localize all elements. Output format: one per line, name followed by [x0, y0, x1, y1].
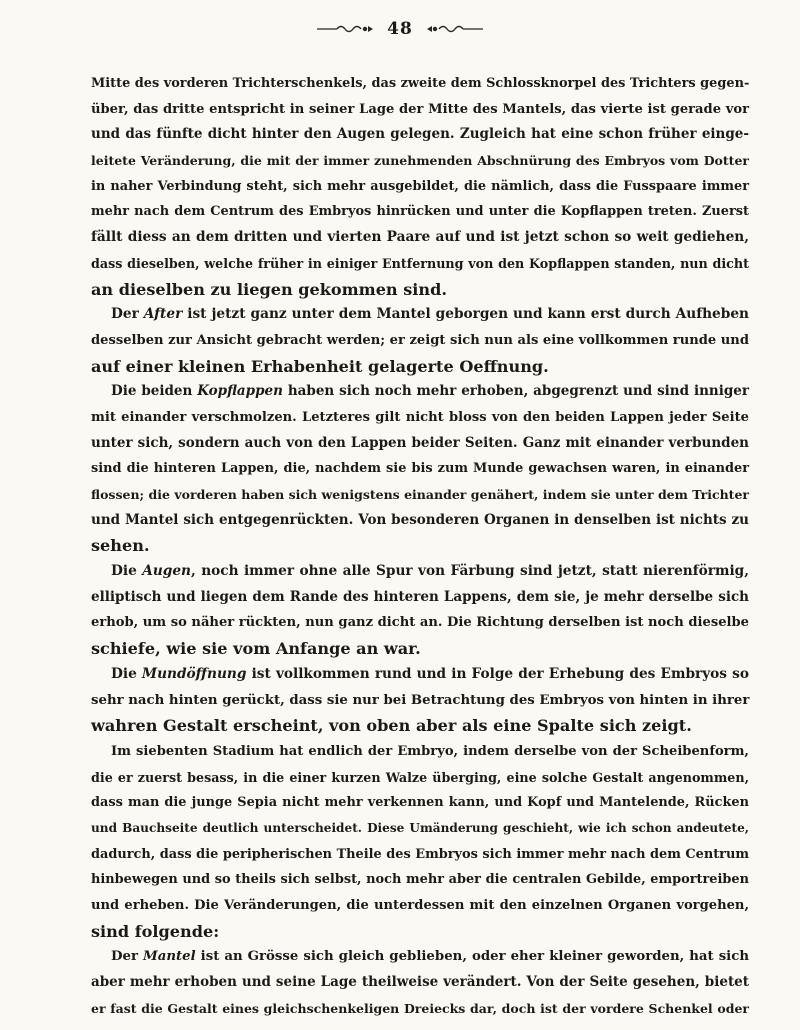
emphasized-term: Augen [142, 563, 192, 580]
text-line [91, 996, 749, 1022]
text-line [91, 636, 749, 662]
text-segment: schiefe, wie sie vom Anfange an war. [91, 639, 421, 659]
text-line [91, 71, 749, 97]
emphasized-term: Mantel [143, 949, 196, 965]
text-segment: und erheben. Die Veränderungen, die unterdessen mit den einzelnen Organen vorgehen, [91, 898, 749, 913]
text-segment: flossen; die vorderen haben sich wenigstens einander genähert, indem sie unter dem Trichter [91, 487, 749, 502]
text-line [91, 148, 749, 174]
text-segment: er fast die Gestalt eines gleichschenkeligen Dreiecks dar, doch ist der vordere Schenkel oder [91, 1000, 749, 1016]
text-line [91, 225, 749, 251]
text-line [91, 456, 749, 482]
emphasized-term: Kopflappen [197, 383, 283, 400]
text-segment: , noch immer ohne alle Spur von Färbung sind jetzt, statt nierenförmig, [191, 563, 750, 580]
text-line [91, 739, 749, 765]
text-segment: ist vollkommen rund und in Folge der Erhebung des Embryos so [246, 665, 749, 682]
text-line [91, 122, 749, 148]
text-segment: sehr nach hinten gerückt, dass sie nur bei Betrachtung des Embryos von hinten in ihrer [91, 692, 750, 708]
text-segment: ist jetzt ganz unter dem Mantel geborgen und kann erst durch Aufheben [182, 306, 749, 323]
text-segment: fällt diess an dem dritten und vierten Paare auf und ist jetzt schon so weit gediehen, [91, 229, 749, 246]
text-segment: dass dieselben, welche früher in einiger Entfernung von den Kopflappen standen, nun dicht [91, 255, 749, 271]
text-segment: die er zuerst besass, in die einer kurzen Walze überging, eine solche Gestalt angenommen, [91, 769, 749, 785]
text-line [91, 688, 749, 714]
text-segment: auf einer kleinen Erhabenheit gelagerte Oeffnung. [91, 356, 549, 376]
text-segment: sehen. [91, 536, 150, 556]
text-segment: und das fünfte dicht hinter den Augen gelegen. Zugleich hat eine schon früher einge- [91, 126, 749, 143]
text-line [91, 533, 749, 559]
text-line [91, 302, 749, 328]
text-line [91, 174, 749, 200]
text-segment: Der [111, 306, 144, 323]
text-segment: erhob, um so näher rückten, nun ganz dicht an. Die Richtung derselben ist noch dieselbe [91, 615, 749, 631]
text-line [91, 559, 749, 585]
text-segment: leitete Veränderung, die mit der immer zunehmenden Abschnürung des Embryos vom Dotter [91, 153, 749, 169]
text-line [91, 379, 749, 405]
text-line [91, 97, 749, 123]
text-segment: sind folgende: [91, 921, 220, 941]
text-segment: sind die hinteren Lappen, die, nachdem sie bis zum Munde gewachsen waren, in einander [91, 461, 749, 477]
text-line [91, 842, 749, 868]
text-line [91, 199, 749, 225]
text-segment: unter sich, sondern auch von den Lappen beider Seiten. Ganz mit einander verbunden [91, 434, 749, 451]
text-line [91, 944, 749, 970]
right-ornament-icon [425, 23, 483, 35]
text-segment: elliptisch und liegen dem Rande des hinteren Lappens, dem sie, je mehr derselbe sich [91, 588, 749, 605]
text-line [91, 508, 749, 534]
text-line [91, 431, 749, 457]
emphasized-term: Mundöffnung [141, 665, 247, 682]
text-line [91, 585, 749, 611]
left-ornament-icon [317, 23, 375, 35]
text-line [91, 662, 749, 688]
text-segment: Die [111, 563, 143, 580]
text-line [91, 277, 749, 303]
text-segment: haben sich noch mehr erhoben, abgegrenzt und sind inniger [282, 383, 749, 400]
text-segment: über, das dritte entspricht in seiner Lage der Mitte des Mantels, das vierte ist gerade vor [91, 101, 749, 117]
emphasized-term: After [143, 306, 183, 323]
text-line [91, 354, 749, 380]
text-segment: dass man die junge Sepia nicht mehr verkennen kann, und Kopf und Mantelende, Rücken [91, 795, 749, 811]
text-line [91, 867, 749, 893]
text-segment: dadurch, dass die peripherischen Theile des Embryos sich immer mehr nach dem Centrum [91, 846, 749, 862]
text-line [91, 482, 749, 508]
text-segment: in naher Verbindung steht, sich mehr ausgebildet, die nämlich, dass die Fusspaare immer [91, 178, 749, 194]
text-segment: Die [111, 665, 142, 682]
text-segment: desselben zur Ansicht gebracht werden; er zeigt sich nun als eine vollkommen runde und [91, 332, 749, 348]
text-segment: und Bauchseite deutlich unterscheidet. Diese Umänderung geschieht, wie ich schon andeutete, [91, 820, 749, 835]
text-segment: Mitte des vorderen Trichterschenkels, das zweite dem Schlossknorpel des Trichters gegen- [91, 76, 750, 91]
text-line [91, 893, 749, 919]
page-number: 48 [387, 19, 413, 39]
body-text [91, 71, 749, 1021]
text-segment: aber mehr erhoben und seine Lage theilweise verändert. Von der Seite gesehen, bietet [91, 974, 749, 991]
text-segment: mit einander verschmolzen. Letzteres gilt nicht bloss von den beiden Lappen jeder Seite [91, 409, 749, 425]
text-line [91, 970, 749, 996]
text-segment: Der [111, 949, 144, 965]
text-segment: Im siebenten Stadium hat endlich der Embryo, indem derselbe von der Scheibenform, [111, 743, 749, 759]
text-segment: Die beiden [111, 383, 198, 400]
text-segment: hinbewegen und so theils sich selbst, noch mehr aber die centralen Gebilde, emportreiben [91, 872, 749, 888]
text-line [91, 328, 749, 354]
text-line [91, 919, 749, 945]
text-segment: mehr nach dem Centrum des Embryos hinrücken und unter die Kopflappen treten. Zuerst [91, 204, 749, 220]
text-segment: und Mantel sich entgegenrückten. Von besonderen Organen in denselben ist nichts zu [91, 511, 749, 528]
text-segment: an dieselben zu liegen gekommen sind. [91, 279, 447, 299]
text-line [91, 610, 749, 636]
text-line [91, 765, 749, 791]
text-segment: ist an Grösse sich gleich geblieben, oder eher kleiner geworden, hat sich [195, 949, 749, 965]
text-line [91, 790, 749, 816]
text-segment: wahren Gestalt erscheint, von oben aber als eine Spalte sich zeigt. [91, 716, 692, 736]
text-line [91, 816, 749, 842]
text-line [91, 405, 749, 431]
text-line [91, 713, 749, 739]
page-header [0, 19, 800, 39]
text-line [91, 251, 749, 277]
